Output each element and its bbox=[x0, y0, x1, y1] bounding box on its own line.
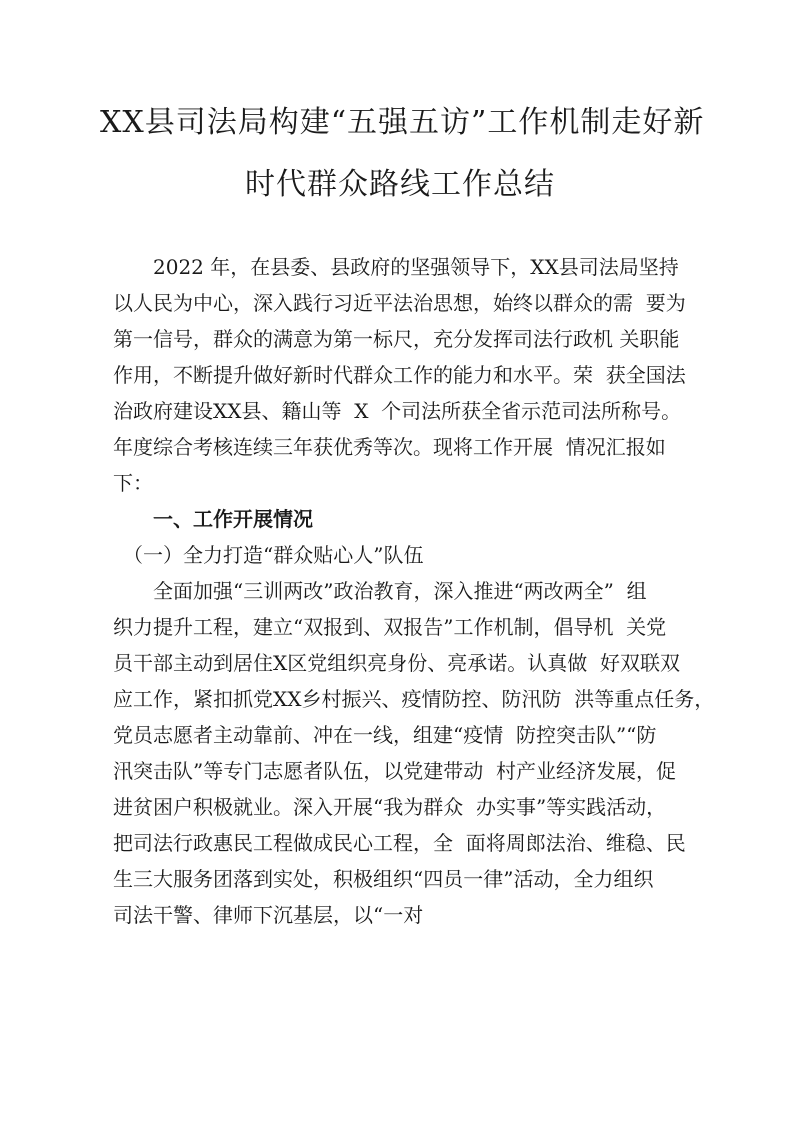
body-line: 年度综合考核连续三年获优秀等次。现将工作开展 情况汇报如 bbox=[113, 435, 666, 459]
document-title-line-1: XX县司法局构建“五强五访”工作机制走好新 bbox=[100, 105, 705, 140]
body-line: 以人民为中心，深入践行习近平法治思想，始终以群众的需 要为 bbox=[113, 291, 686, 315]
body-line: 员干部主动到居住X区党组织亮身份、亮承诺。认真做 好双联双 bbox=[113, 651, 680, 675]
document-title-line-2: 时代群众路线工作总结 bbox=[245, 167, 555, 202]
subsection-heading: （一）全力打造“群众贴心人”队伍 bbox=[113, 543, 424, 567]
body-line: 治政府建设XX县、籍山等 X 个司法所获全省示范司法所称号。 bbox=[113, 399, 682, 423]
body-line: 第一信号，群众的满意为第一标尺，充分发挥司法行政机 关职能 bbox=[113, 327, 680, 351]
body-line: 织力提升工程，建立“双报到、双报告”工作机制，倡导机 关党 bbox=[113, 615, 667, 639]
body-line: 2022 年，在县委、县政府的坚强领导下，XX县司法局坚持 bbox=[113, 255, 679, 279]
body-line: 应工作，紧扣抓党XX乡村振兴、疫情防控、防汛防 洪等重点任务， bbox=[113, 687, 715, 711]
body-line: 把司法行政惠民工程做成民心工程，全 面将周郎法治、维稳、民 bbox=[113, 831, 686, 855]
body-line: 作用，不断提升做好新时代群众工作的能力和水平。荣 获全国法 bbox=[113, 363, 686, 387]
body-line: 党员志愿者主动靠前、冲在一线，组建“疫情 防控突击队”“防 bbox=[113, 723, 657, 747]
body-line: 生三大服务团落到实处，积极组织“四员一律”活动，全力组织 bbox=[113, 867, 654, 891]
body-line: 下： bbox=[113, 471, 153, 495]
body-line: 全面加强“三训两改”政治教育，深入推进“两改两全” 组 bbox=[113, 579, 647, 603]
body-line: 司法干警、律师下沉基层，以“一对 bbox=[113, 903, 424, 927]
section-heading: 一、工作开展情况 bbox=[113, 507, 313, 531]
body-line: 进贫困户积极就业。深入开展“我为群众 办实事”等实践活动， bbox=[113, 795, 667, 819]
body-line: 汛突击队”等专门志愿者队伍，以党建带动 村产业经济发展，促 bbox=[113, 759, 676, 783]
